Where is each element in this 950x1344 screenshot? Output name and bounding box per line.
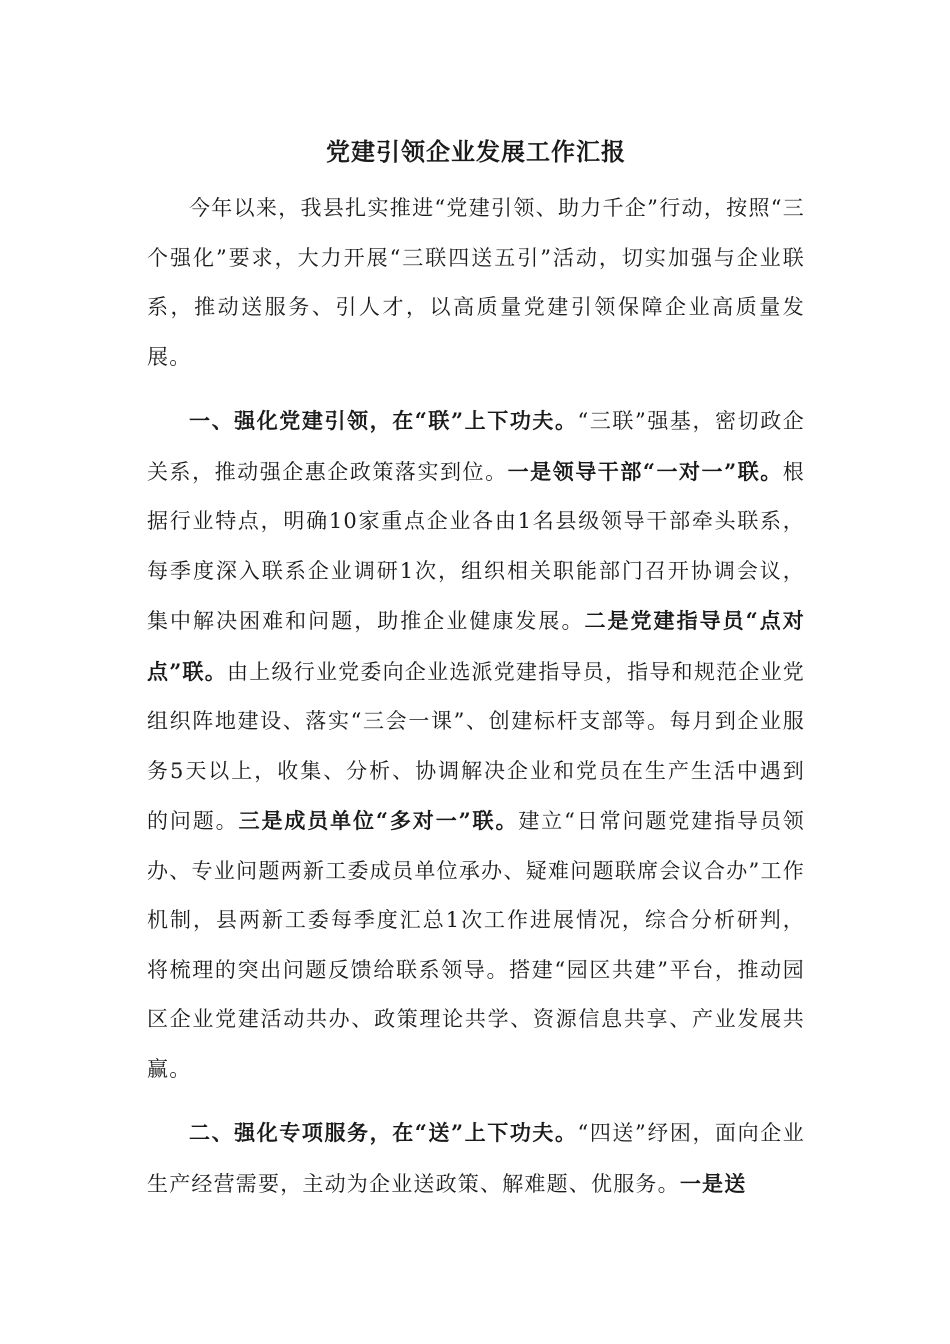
section-2-lead: “四送”纾困，面向企业生产经营需要，主动为企业送政策、解难题、优服务。 — [147, 1121, 805, 1196]
section-1-point-1-title: 一是领导干部“一对一”联。 — [507, 458, 783, 484]
section-1-point-2-title: 二是党建指导员“点对点”联。 — [147, 608, 805, 684]
section-1-heading: 一、强化党建引领，在“联”上下功夫。 — [189, 408, 578, 433]
document-title: 党建引领企业发展工作汇报 — [326, 137, 626, 166]
section-1-point-1-text: 根据行业特点，明确10家重点企业各由1名县级领导干部牵头联系，每季度深入联系企业调研1次，组织相关职能部门召开协调会议，集中解决困难和问题，助推企业健康发展。 — [147, 459, 805, 633]
section-1-point-3-text: 建立“日常问题党建指导员领办、专业问题两新工委成员单位承办、疑难问题联席会议合办”工作机制，县两新工委每季度汇总1次工作进展情况，综合分析研判，将梳理的突出问题反馈给联系领导。搭建“园区共建”平台，推动园区企业党建活动共办、政策理论共学、资源信息共享、产业发展共赢。 — [147, 809, 805, 1081]
section-1-point-2-text: 由上级行业党委向企业选派党建指导员，指导和规范企业党组织阵地建设、落实“三会一课”、创建标杆支部等。每月到企业服务5天以上，收集、分析、协调解决企业和党员在生产生活中遇到的问题。 — [147, 659, 805, 833]
section-1-paragraph — [147, 396, 805, 1094]
document-page — [147, 132, 805, 1209]
section-2-point-1-title: 一是送 — [679, 1170, 747, 1196]
section-1-point-3-title: 三是成员单位“多对一”联。 — [238, 808, 519, 833]
intro-paragraph — [147, 184, 805, 382]
section-2-heading: 二、强化专项服务，在“送”上下功夫。 — [189, 1120, 578, 1145]
section-1-lead: “三联”强基，密切政企关系，推动强企惠企政策落实到位。 — [147, 409, 805, 484]
intro-text: 今年以来，我县扎实推进“党建引领、助力千企”行动，按照“三个强化”要求，大力开展“三联四送五引”活动，切实加强与企业联系，推动送服务、引人才，以高质量党建引领保障企业高质量发展。 — [147, 196, 805, 369]
section-2-paragraph — [147, 1108, 805, 1209]
